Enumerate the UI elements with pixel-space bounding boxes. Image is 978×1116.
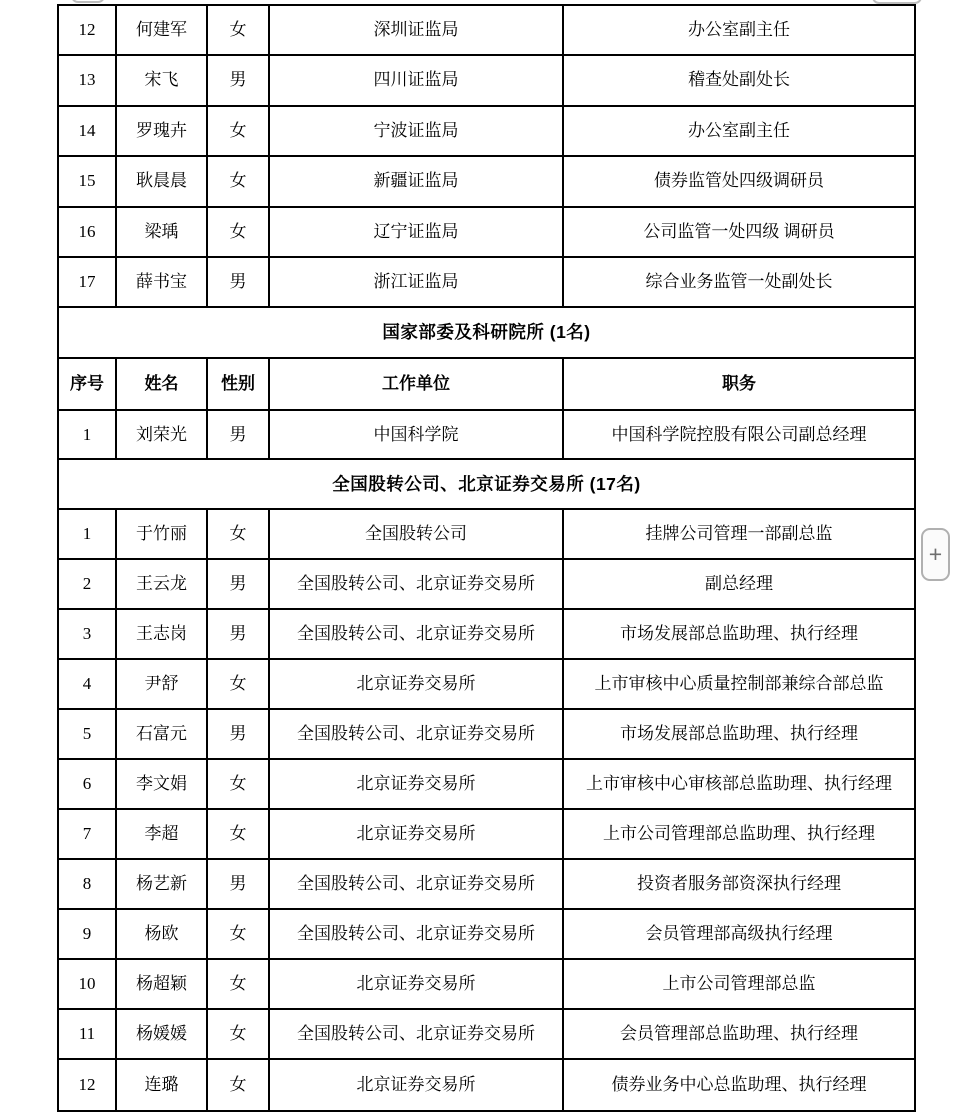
section-title: 国家部委及科研院所 (1名)	[382, 322, 591, 343]
table-cell: 上市审核中心质量控制部兼综合部总监	[594, 674, 884, 694]
table-cell: 市场发展部总监助理、执行经理	[620, 624, 858, 644]
table-cell: 8	[59, 860, 117, 908]
table-cell: 上市公司管理部总监助理、执行经理	[603, 824, 875, 844]
table-cell: 上市公司管理部总监	[662, 974, 816, 994]
table-cell: 李超	[117, 810, 208, 858]
table-row	[59, 810, 914, 860]
table-cell: 女	[208, 1010, 270, 1058]
section-title-row	[59, 460, 914, 510]
table-cell: 1	[59, 510, 117, 558]
header-cell: 性别	[208, 359, 270, 409]
table-cell: 办公室副主任	[688, 20, 790, 39]
table-cell: 薛书宝	[117, 258, 208, 306]
table-row	[59, 107, 914, 157]
table-row	[59, 960, 914, 1010]
table-cell: 女	[208, 810, 270, 858]
table-cell: 公司监管一处四级 调研员	[643, 221, 835, 241]
table-cell: 宋飞	[117, 56, 208, 104]
table-cell: 辽宁证监局	[270, 208, 564, 256]
table-row	[59, 157, 914, 207]
table-cell: 女	[208, 1060, 270, 1110]
table-cell: 15	[59, 157, 117, 205]
table-row	[59, 56, 914, 106]
table-row	[59, 560, 914, 610]
table-cell: 3	[59, 610, 117, 658]
table-row	[59, 258, 914, 308]
section-title-row	[59, 308, 914, 359]
table-cell: 杨欧	[117, 910, 208, 958]
table-cell: 王云龙	[117, 560, 208, 608]
table-row	[59, 6, 914, 56]
roster-table	[57, 4, 916, 1112]
table-cell: 女	[208, 6, 270, 54]
table-cell: 男	[208, 610, 270, 658]
table-cell: 北京证券交易所	[270, 1060, 564, 1110]
table-row	[59, 860, 914, 910]
table-cell: 罗瑰卉	[117, 107, 208, 155]
table-cell: 中国科学院控股有限公司副总经理	[611, 424, 867, 444]
table-cell: 5	[59, 710, 117, 758]
table-row	[59, 1010, 914, 1060]
table-cell: 男	[208, 860, 270, 908]
column-header-row	[59, 359, 914, 411]
table-cell: 李文娟	[117, 760, 208, 808]
table-cell: 17	[59, 258, 117, 306]
table-cell: 会员管理部高级执行经理	[645, 924, 833, 944]
table-row	[59, 710, 914, 760]
table-cell: 挂牌公司管理一部副总监	[645, 524, 833, 544]
table-cell: 1	[59, 411, 117, 458]
zoom-in-button[interactable]	[921, 528, 950, 581]
table-cell: 10	[59, 960, 117, 1008]
table-cell: 连璐	[117, 1060, 208, 1110]
table-cell: 中国科学院	[270, 411, 564, 458]
table-cell: 投资者服务部资深执行经理	[637, 874, 841, 894]
table-cell: 4	[59, 660, 117, 708]
table-cell: 副总经理	[705, 574, 773, 594]
table-row	[59, 660, 914, 710]
table-cell: 9	[59, 910, 117, 958]
table-cell: 12	[59, 6, 117, 54]
table-cell: 稽查处副处长	[688, 70, 790, 90]
table-cell: 女	[208, 760, 270, 808]
table-cell: 杨媛媛	[117, 1010, 208, 1058]
table-cell: 男	[208, 411, 270, 458]
table-cell: 办公室副主任	[688, 120, 790, 140]
table-cell: 债券监管处四级调研员	[654, 171, 824, 191]
table-cell: 北京证券交易所	[270, 810, 564, 858]
top-edge-fragment-right	[872, 0, 922, 4]
table-cell: 女	[208, 107, 270, 155]
table-cell: 石富元	[117, 710, 208, 758]
table-cell: 于竹丽	[117, 510, 208, 558]
table-row	[59, 510, 914, 560]
table-cell: 男	[208, 710, 270, 758]
table-cell: 尹舒	[117, 660, 208, 708]
table-cell: 女	[208, 960, 270, 1008]
table-cell: 杨超颖	[117, 960, 208, 1008]
table-cell: 全国股转公司	[270, 510, 564, 558]
table-cell: 14	[59, 107, 117, 155]
table-cell: 7	[59, 810, 117, 858]
header-cell: 序号	[59, 359, 117, 409]
table-cell: 全国股转公司、北京证券交易所	[270, 560, 564, 608]
table-cell: 刘荣光	[117, 411, 208, 458]
table-cell: 女	[208, 157, 270, 205]
table-cell: 全国股转公司、北京证券交易所	[270, 860, 564, 908]
table-cell: 市场发展部总监助理、执行经理	[620, 724, 858, 744]
table-cell: 男	[208, 258, 270, 306]
table-cell: 梁瑀	[117, 208, 208, 256]
table-cell: 杨艺新	[117, 860, 208, 908]
table-row	[59, 208, 914, 258]
table-cell: 耿晨晨	[117, 157, 208, 205]
section-title: 全国股转公司、北京证券交易所 (17名)	[332, 473, 641, 494]
table-cell: 全国股转公司、北京证券交易所	[270, 710, 564, 758]
table-cell: 11	[59, 1010, 117, 1058]
table-cell: 6	[59, 760, 117, 808]
table-row	[59, 411, 914, 460]
table-cell: 何建军	[117, 6, 208, 54]
table-cell: 北京证券交易所	[270, 660, 564, 708]
table-cell: 男	[208, 560, 270, 608]
table-cell: 16	[59, 208, 117, 256]
header-cell: 姓名	[117, 359, 208, 409]
table-cell: 2	[59, 560, 117, 608]
table-cell: 宁波证监局	[270, 107, 564, 155]
table-cell: 综合业务监管一处副处长	[645, 271, 833, 291]
header-cell: 工作单位	[270, 359, 564, 409]
table-cell: 女	[208, 660, 270, 708]
table-cell: 全国股转公司、北京证券交易所	[270, 610, 564, 658]
table-cell: 深圳证监局	[270, 6, 564, 54]
table-cell: 新疆证监局	[270, 157, 564, 205]
table-cell: 北京证券交易所	[270, 960, 564, 1008]
table-cell: 12	[59, 1060, 117, 1110]
top-edge-fragment-left	[71, 0, 105, 3]
table-cell: 债券业务中心总监助理、执行经理	[611, 1075, 867, 1095]
table-cell: 全国股转公司、北京证券交易所	[270, 1010, 564, 1058]
table-cell: 浙江证监局	[270, 258, 564, 306]
table-cell: 全国股转公司、北京证券交易所	[270, 910, 564, 958]
table-cell: 女	[208, 910, 270, 958]
table-cell: 王志岗	[117, 610, 208, 658]
table-cell: 13	[59, 56, 117, 104]
table-cell: 女	[208, 208, 270, 256]
table-cell: 男	[208, 56, 270, 104]
table-cell: 北京证券交易所	[270, 760, 564, 808]
table-cell: 四川证监局	[270, 56, 564, 104]
table-row	[59, 610, 914, 660]
table-cell: 会员管理部总监助理、执行经理	[620, 1024, 858, 1044]
plus-icon: +	[928, 541, 943, 567]
header-cell: 职务	[722, 374, 756, 394]
table-row	[59, 910, 914, 960]
table-cell: 上市审核中心审核部总监助理、执行经理	[586, 774, 892, 794]
table-row	[59, 1060, 914, 1110]
table-row	[59, 760, 914, 810]
table-cell: 女	[208, 510, 270, 558]
